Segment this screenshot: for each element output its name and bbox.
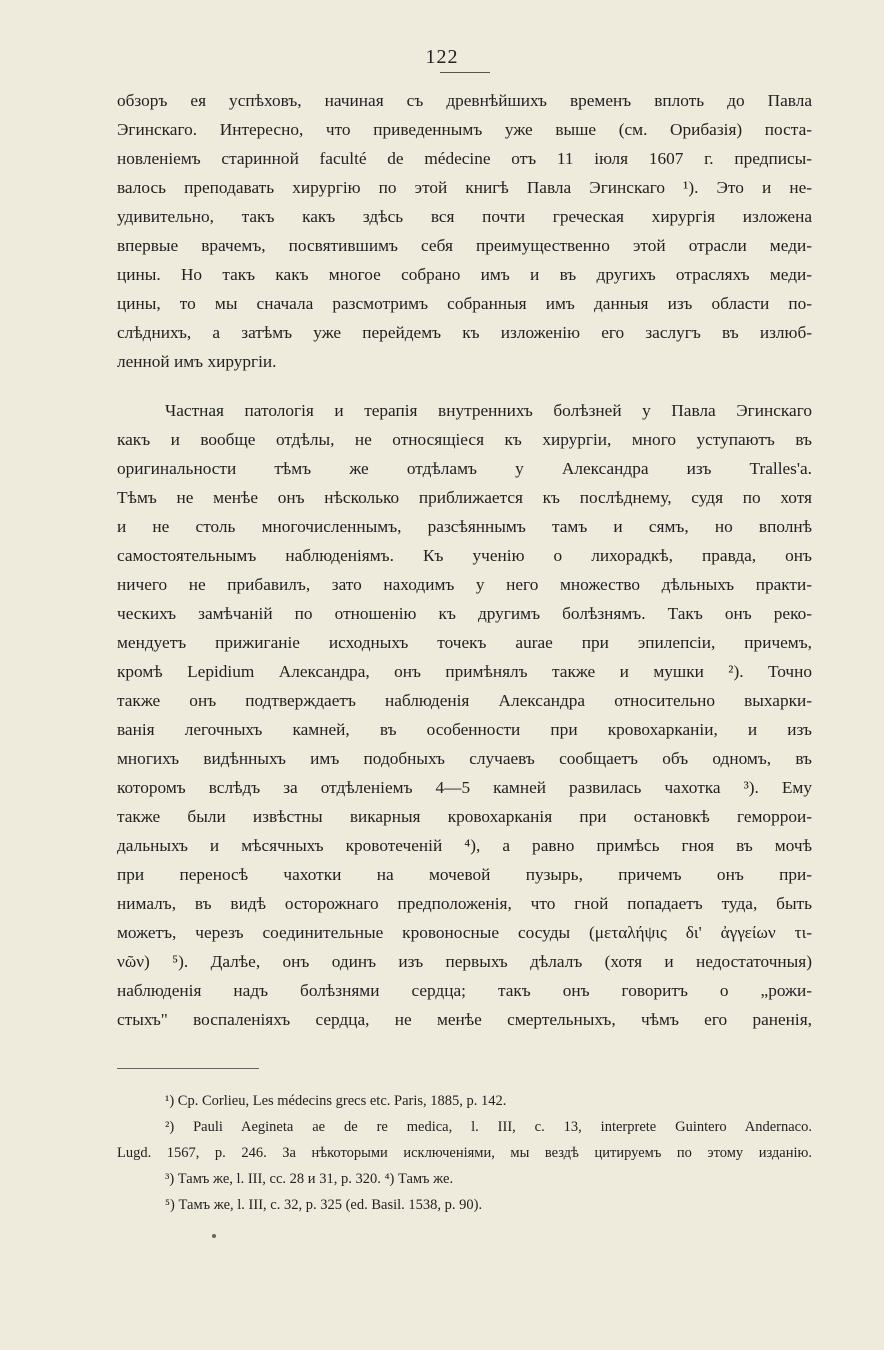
- paragraph-1: [117, 86, 812, 376]
- page-number: 122: [425, 46, 459, 68]
- text-line: мендуетъ прижиганіе исходныхъ точекъ aurae при эпилепсіи, причемъ,: [117, 633, 812, 652]
- text-line: удивительно, такъ какъ здѣсь вся почти греческая хирургія изложена: [117, 207, 812, 226]
- text-line: можетъ, черезъ соединительные кровоносные сосуды (μεταλήψις δι' ἀγγείων τι-: [117, 923, 812, 942]
- text-line: слѣднихъ, а затѣмъ уже перейдемъ къ изложенію его заслугъ въ излюб-: [117, 323, 812, 342]
- text-line: дальныхъ и мѣсячныхъ кровотеченій ⁴), а равно примѣсь гноя въ мочѣ: [117, 836, 812, 855]
- text-line: при переносѣ чахотки на мочевой пузырь, причемъ онъ при-: [117, 865, 812, 884]
- text-line: цины. Но такъ какъ многое собрано имъ и въ другихъ отрасляхъ меди-: [117, 265, 812, 284]
- text-line: впервые врачемъ, посвятившимъ себя преимущественно этой отрасли меди-: [117, 236, 812, 255]
- text-line: обзоръ ея успѣховъ, начиная съ древнѣйшихъ временъ вплоть до Павла: [117, 91, 812, 110]
- text-line: многихъ видѣнныхъ имъ подобныхъ случаевъ сообщаетъ объ одномъ, въ: [117, 749, 812, 768]
- footnote-3-4: ³) Тамъ же, l. III, cc. 28 и 31, p. 320. ⁴) Тамъ же.: [165, 1171, 454, 1187]
- footnotes: [117, 1088, 812, 1218]
- text-line: Частная патологія и терапія внутреннихъ болѣзней у Павла Эгинскаго: [165, 401, 812, 420]
- text-line: которомъ вслѣдъ за отдѣленіемъ 4—5 камней развилась чахотка ³). Ему: [117, 778, 812, 797]
- text-line: кромѣ Lepidium Александра, онъ примѣнялъ также и мушки ²). Точно: [117, 662, 812, 681]
- text-line: ничего не прибавилъ, зато находимъ у него множество дѣльныхъ практи-: [117, 575, 812, 594]
- text-line: ленной имъ хирургіи.: [117, 352, 277, 371]
- footnote-2: ²) Pauli Aegineta ae de re medica, l. III, c. 13, interprete Guintero Andernaco.: [165, 1119, 812, 1135]
- text-line: и не столь многочисленнымъ, разсѣяннымъ тамъ и сямъ, но вполнѣ: [117, 517, 812, 536]
- text-line: Эгинскаго. Интересно, что приведеннымъ уже выше (см. Орибазія) поста-: [117, 120, 812, 139]
- text-line: νῶν) ⁵). Далѣе, онъ одинъ изъ первыхъ дѣлалъ (хотя и недостаточныя): [117, 952, 812, 971]
- footnote-5: ⁵) Тамъ же, l. III, c. 32, p. 325 (ed. Basil. 1538, p. 90).: [165, 1197, 483, 1213]
- text-line: новленіемъ старинной faculté de médecine отъ 11 іюля 1607 г. предписы-: [117, 149, 812, 168]
- text-line: наблюденія надъ болѣзнями сердца; такъ онъ говоритъ о „рожи-: [117, 981, 812, 1000]
- text-line: нималъ, въ видѣ осторожнаго предположенія, что гной попадаетъ туда, быть: [117, 894, 812, 913]
- text-line: также онъ подтверждаетъ наблюденія Александра относительно выхарки-: [117, 691, 812, 710]
- footnote-1: ¹) Cp. Corlieu, Les médecins grecs etc. Paris, 1885, p. 142.: [165, 1093, 507, 1109]
- text-line: ванія легочныхъ камней, въ особенности при кровохарканіи, и изъ: [117, 720, 812, 739]
- paragraph-2: [117, 396, 812, 1034]
- text-line: Тѣмъ не менѣе онъ нѣсколько приближается къ послѣднему, судя по хотя: [117, 488, 812, 507]
- text-line: ческихъ замѣчаній по отношенію къ другимъ болѣзнямъ. Такъ онъ реко-: [117, 604, 812, 623]
- page-number-underline: [440, 72, 490, 73]
- ink-speck: [212, 1234, 216, 1238]
- text-line: какъ и вообще отдѣлы, не относящіеся къ хирургіи, много уступаютъ въ: [117, 430, 812, 449]
- text-line: стыхъ" воспаленіяхъ сердца, не менѣе смертельныхъ, чѣмъ его раненія,: [117, 1010, 812, 1029]
- text-line: самостоятельнымъ наблюденіямъ. Къ ученію о лихорадкѣ, правда, онъ: [117, 546, 812, 565]
- text-line: валось преподавать хирургію по этой книгѣ Павла Эгинскаго ¹). Это и не-: [117, 178, 812, 197]
- footnote-2-continued: Lugd. 1567, p. 246. За нѣкоторыми исключеніями, мы вездѣ цитируемъ по этому изданію.: [117, 1145, 812, 1161]
- footnote-separator: [117, 1068, 259, 1069]
- text-line: также были извѣстны викарныя кровохарканія при остановкѣ геморрои-: [117, 807, 812, 826]
- text-line: оригинальности тѣмъ же отдѣламъ у Александра изъ Tralles'a.: [117, 459, 812, 478]
- text-line: цины, то мы сначала разсмотримъ собранныя имъ данныя изъ области по-: [117, 294, 812, 313]
